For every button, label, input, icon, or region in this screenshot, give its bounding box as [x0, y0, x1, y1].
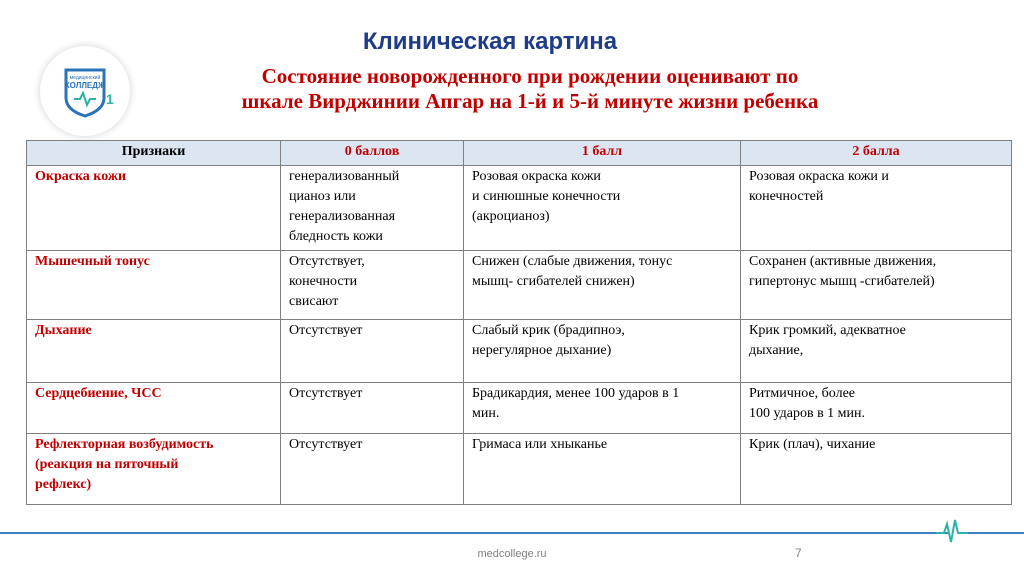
- cell-line: мин.: [472, 406, 500, 421]
- header-1-point: 1 балл: [464, 141, 741, 166]
- cell-muscle-tone-c2: [741, 251, 1012, 320]
- cell-heart-rate-c1: [464, 383, 741, 434]
- cell-reflex-irritability-c0: [281, 434, 464, 505]
- cell-line: Снижен (слабые движения, тонус: [472, 254, 673, 269]
- cell-line: 100 ударов в 1 мин.: [749, 406, 866, 421]
- cell-skin-color-c2: [741, 166, 1012, 251]
- cell-line: конечностей: [749, 189, 824, 204]
- cell-heart-rate-c0: [281, 383, 464, 434]
- cell-line: Ритмичное, более: [749, 386, 856, 401]
- cell-line: (акроцианоз): [472, 209, 550, 224]
- logo-line2: КОЛЛЕДЖ: [64, 81, 106, 90]
- cell-line: Сердцебиение, ЧСС: [35, 386, 162, 401]
- cell-line: Слабый крик (брадипноэ,: [472, 323, 625, 338]
- cell-breathing-c1: [464, 320, 741, 383]
- cell-line: цианоз или: [289, 189, 356, 204]
- footer-site: medcollege.ru: [477, 548, 547, 560]
- cell-line: Дыхание: [35, 323, 92, 338]
- college-logo: [40, 46, 130, 136]
- cell-line: дыхание,: [749, 343, 804, 358]
- cell-line: Крик громкий, адекватное: [749, 323, 906, 338]
- cell-line: рефлекс): [35, 477, 92, 492]
- cell-line: Рефлекторная возбудимость: [35, 437, 214, 452]
- apgar-score-table: [26, 140, 1012, 505]
- cell-line: Окраска кожи: [35, 169, 127, 184]
- cell-skin-color-sign: [27, 166, 281, 251]
- cell-line: (реакция на пяточный: [35, 457, 179, 472]
- page-number: 7: [795, 546, 802, 560]
- cell-muscle-tone-c1: [464, 251, 741, 320]
- cell-line: нерегулярное дыхание): [472, 343, 612, 358]
- cell-line: Брадикардия, менее 100 ударов в 1: [472, 386, 680, 401]
- cell-muscle-tone-c0: [281, 251, 464, 320]
- cell-line: Крик (плач), чихание: [749, 437, 876, 452]
- logo-line1: медицинский: [69, 75, 101, 81]
- cell-reflex-irritability-sign: [27, 434, 281, 505]
- cell-line: генерализованная: [289, 209, 396, 224]
- cell-line: Мышечный тонус: [35, 254, 150, 269]
- cell-line: Отсутствует: [289, 437, 363, 452]
- cell-line: Розовая окраска кожи: [472, 169, 601, 184]
- table-header-row: [27, 141, 1012, 166]
- subtitle-line-2: шкале Вирджинии Апгар на 1-й и 5-й минуте жизни ребенка: [241, 89, 819, 113]
- cell-line: гипертонус мышц -сгибателей): [749, 274, 935, 289]
- cell-line: Отсутствует,: [289, 254, 365, 269]
- cell-reflex-irritability-c1: [464, 434, 741, 505]
- logo-emblem-icon: [40, 46, 130, 136]
- cell-line: свисают: [289, 294, 339, 309]
- table-row-reflex-irritability: [27, 434, 1012, 505]
- cell-muscle-tone-sign: [27, 251, 281, 320]
- subtitle-line-1: Состояние новорожденного при рождении оценивают по: [261, 64, 799, 88]
- page-title: Клиническая картина: [362, 28, 618, 55]
- header-2-points: 2 балла: [741, 141, 1012, 166]
- heartbeat-icon: [936, 518, 968, 546]
- cell-heart-rate-sign: [27, 383, 281, 434]
- bottom-divider-right: [968, 532, 1024, 534]
- cell-line: Сохранен (активные движения,: [749, 254, 937, 269]
- cell-line: Розовая окраска кожи и: [749, 169, 889, 184]
- table-row-muscle-tone: [27, 251, 1012, 320]
- cell-line: Отсутствует: [289, 323, 363, 338]
- cell-breathing-sign: [27, 320, 281, 383]
- cell-line: и синюшные конечности: [472, 189, 621, 204]
- bottom-divider: [0, 532, 948, 534]
- cell-heart-rate-c2: [741, 383, 1012, 434]
- table-row-breathing: [27, 320, 1012, 383]
- logo-number: 1: [106, 91, 114, 107]
- header-signs: Признаки: [27, 141, 281, 166]
- page-subtitle: [150, 64, 910, 114]
- cell-line: Гримаса или хныканье: [472, 437, 608, 452]
- cell-line: бледность кожи: [289, 229, 383, 244]
- cell-reflex-irritability-c2: [741, 434, 1012, 505]
- cell-line: генерализованный: [289, 169, 400, 184]
- cell-skin-color-c1: [464, 166, 741, 251]
- cell-skin-color-c0: [281, 166, 464, 251]
- cell-line: мышц- сгибателей снижен): [472, 274, 635, 289]
- cell-line: Отсутствует: [289, 386, 363, 401]
- cell-breathing-c0: [281, 320, 464, 383]
- table-row-heart-rate: [27, 383, 1012, 434]
- cell-breathing-c2: [741, 320, 1012, 383]
- header-0-points: 0 баллов: [281, 141, 464, 166]
- cell-line: конечности: [289, 274, 358, 289]
- table-row-skin-color: [27, 166, 1012, 251]
